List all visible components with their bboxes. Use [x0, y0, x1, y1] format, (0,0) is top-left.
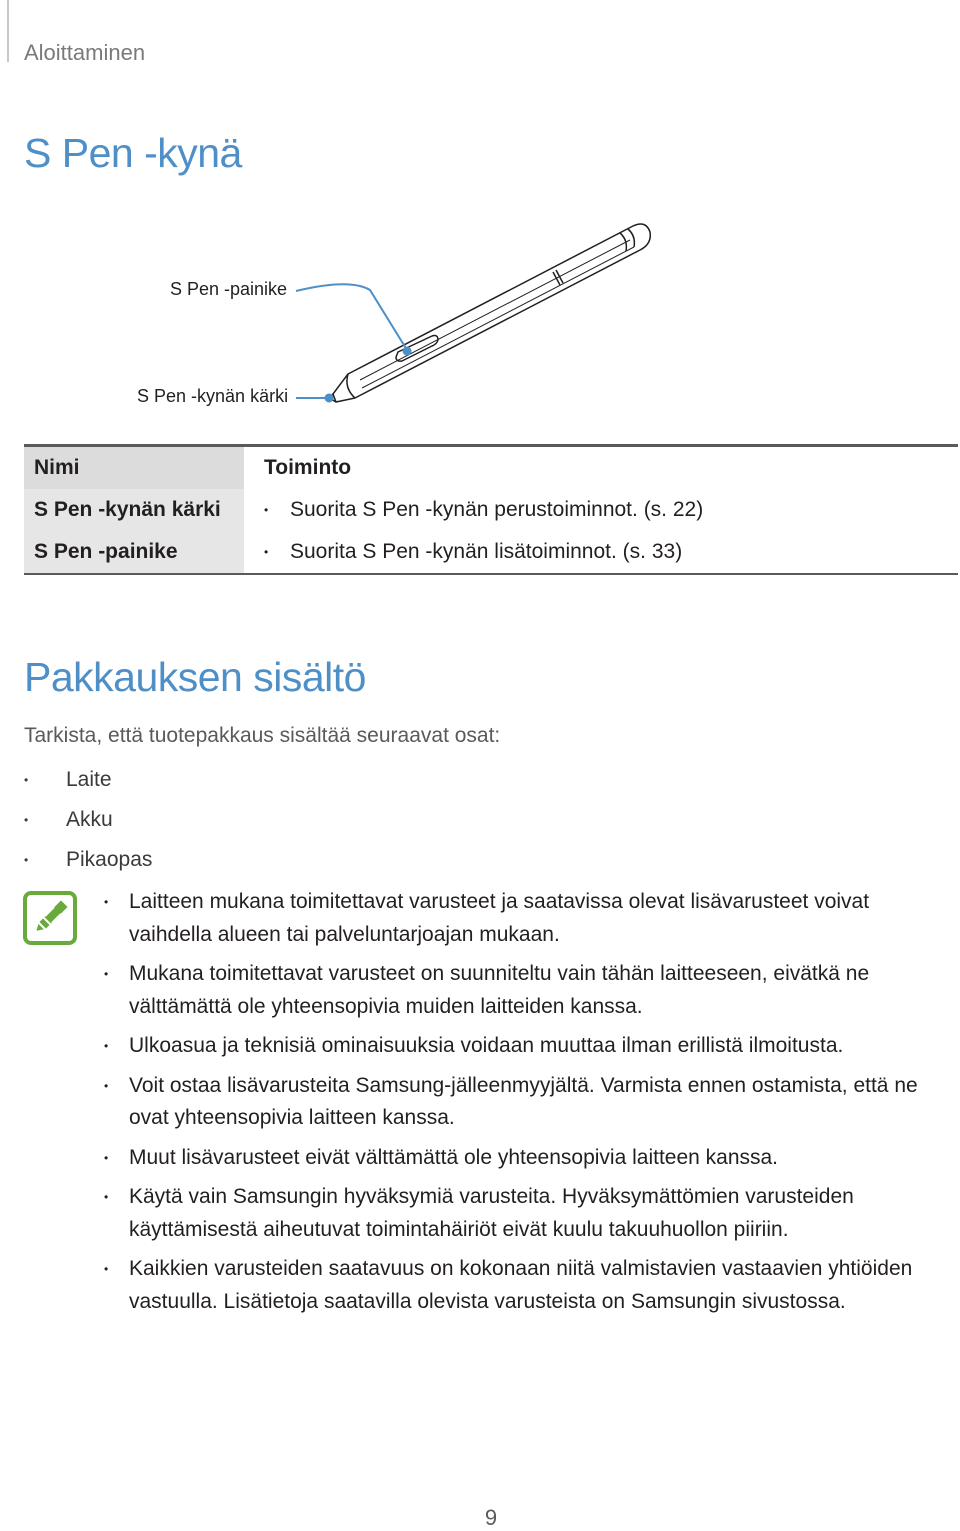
list-item	[24, 764, 152, 804]
note-item	[104, 1142, 954, 1175]
header-name: Nimi	[24, 446, 244, 490]
bullet-icon: •	[24, 773, 29, 788]
row-name: S Pen -painike	[24, 531, 244, 574]
note-item	[104, 1253, 954, 1318]
table-row	[24, 531, 958, 574]
note-item	[104, 1030, 954, 1063]
bullet-icon: •	[104, 1150, 109, 1165]
note-item	[104, 1181, 954, 1246]
note-text: Laitteen mukana toimitettavat varusteet ja saatavissa olevat lisävarusteet voivat vaihdella alueen tai palveluntarjoajan mukaan.	[129, 890, 870, 946]
note-pencil-icon	[23, 891, 77, 945]
note-text: Kaikkien varusteiden saatavuus on kokonaan niitä valmistavien vastaavien yhtiöiden vastuulla. Lisätietoja saatavilla olevista varusteista on Samsungin sivustossa.	[129, 1257, 913, 1313]
page-number: 9	[484, 1505, 498, 1530]
row-action: Suorita S Pen -kynän perustoiminnot. (s. 22)	[290, 498, 704, 521]
spen-illustration	[0, 200, 700, 440]
bullet-icon: •	[104, 967, 109, 981]
row-action: Suorita S Pen -kynän lisätoiminnot. (s. 33)	[290, 540, 683, 563]
spen-title: S Pen -kynä	[24, 130, 242, 176]
package-intro: Tarkista, että tuotepakkaus sisältää seuraavat osat:	[24, 724, 501, 747]
spen-function-table	[24, 444, 958, 575]
note-text: Voit ostaa lisävarusteita Samsung-jälleenmyyjältä. Varmista ennen ostamista, että ne ovat yhteensopivia laitteen kanssa.	[129, 1073, 918, 1129]
row-action-cell	[244, 489, 958, 531]
section-label: Aloittaminen	[24, 40, 146, 65]
bullet-icon: •	[264, 503, 269, 518]
spen-body	[331, 224, 650, 402]
bullet-icon: •	[24, 853, 29, 868]
item-label: Laite	[66, 768, 112, 791]
note-text: Ulkoasua ja teknisiä ominaisuuksia voidaan muuttaa ilman erillistä ilmoitusta.	[129, 1034, 844, 1057]
note-item	[104, 886, 954, 951]
button-marker	[403, 347, 412, 356]
list-item	[24, 804, 152, 844]
item-label: Akku	[66, 808, 113, 831]
bullet-icon: •	[24, 813, 29, 828]
note-item	[104, 1070, 954, 1135]
note-text: Muut lisävarusteet eivät välttämättä ole yhteensopivia laitteen kanssa.	[129, 1145, 779, 1169]
note-text: Käytä vain Samsungin hyväksymiä varusteita. Hyväksymättömien varusteiden käyttämisestä aiheutuvat toimintahäiriöt eivät kuulu takuuhuollon piiriin.	[129, 1185, 854, 1241]
package-items	[24, 764, 152, 884]
callout-lines	[296, 284, 407, 398]
table-header-row	[24, 446, 958, 490]
note-item	[104, 958, 954, 1023]
bullet-icon: •	[264, 545, 269, 560]
page-corner-line	[7, 0, 9, 62]
bullet-icon: •	[104, 1078, 109, 1093]
tip-marker	[325, 394, 334, 403]
bullet-icon: •	[104, 1262, 109, 1276]
list-item	[24, 844, 152, 884]
callout-spen-button: S Pen -painike	[170, 279, 288, 299]
bullet-icon: •	[104, 895, 109, 909]
bullet-icon: •	[104, 1039, 109, 1053]
bullet-icon: •	[104, 1190, 109, 1204]
table-row	[24, 489, 958, 531]
package-notes	[104, 886, 954, 1325]
note-text: Mukana toimitettavat varusteet on suunniteltu vain tähän laitteeseen, eivätkä ne välttämättä ole yhteensopivia muiden laitteiden kanssa.	[129, 962, 870, 1018]
package-title: Pakkauksen sisältö	[24, 654, 366, 700]
header-action: Toiminto	[244, 446, 958, 490]
row-action-cell	[244, 531, 958, 574]
callout-spen-tip: S Pen -kynän kärki	[137, 386, 289, 406]
item-label: Pikaopas	[66, 848, 153, 871]
row-name: S Pen -kynän kärki	[24, 489, 244, 531]
